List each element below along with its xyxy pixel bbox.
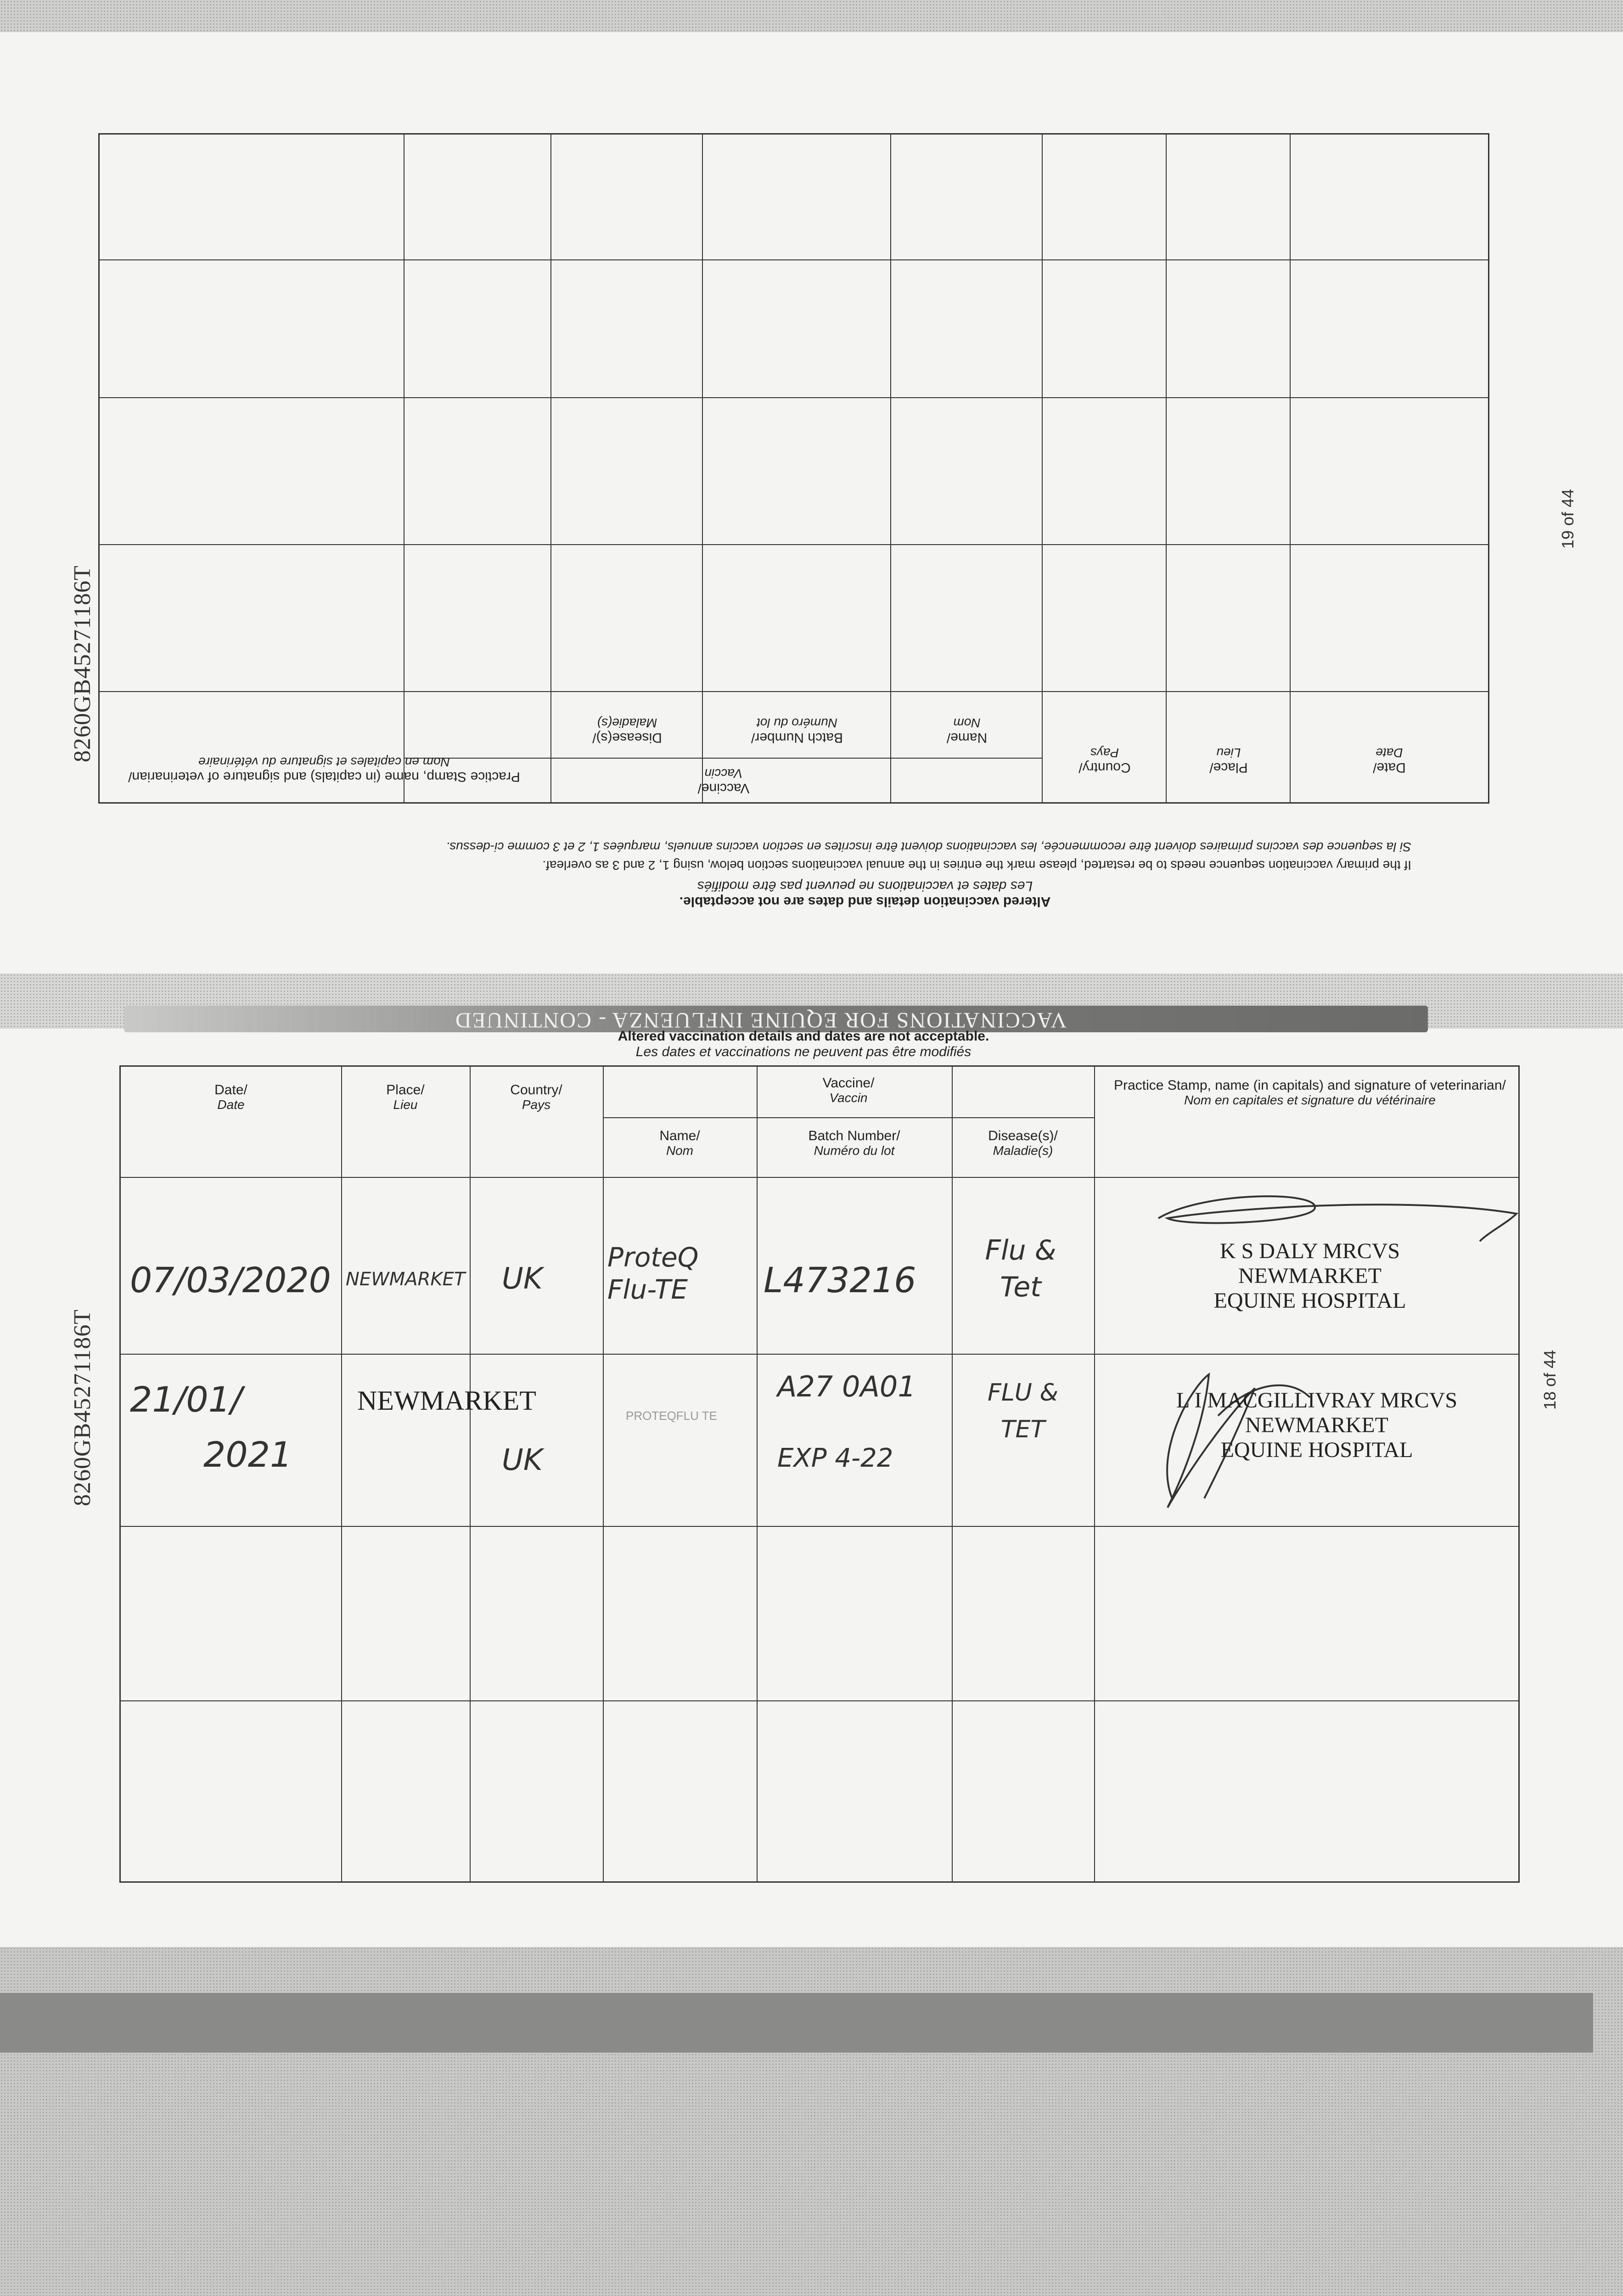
- altered-notice-top-fr: Les dates et vaccinations ne peuvent pas être modifiés: [697, 878, 1033, 894]
- header-date: Date/ Date: [214, 1082, 247, 1112]
- row2-vaccine-name: PROTEQFLU TE: [626, 1409, 717, 1423]
- header-disease-top: Disease(s)/ Maladie(s): [592, 716, 662, 745]
- restart-instruction-fr: Si la sequence des vaccins primaires doivent être recommencée, les vaccinations doivent être inscrites en section vaccins annuels, marquées 1, 2 et 3 comme ci-dessus.: [446, 840, 1411, 854]
- row1-signature: [1131, 1182, 1521, 1246]
- scan-dark-band: [0, 1993, 1593, 2053]
- row1-place: NEWMARKET: [346, 1269, 466, 1290]
- altered-notice-top: [635, 878, 1095, 909]
- document-id-bottom: 8260GB45271186T: [69, 1309, 95, 1506]
- altered-notice-bottom-fr: Les dates et vaccinations ne peuvent pas être modifiés: [635, 1044, 972, 1059]
- row2-country: UK: [502, 1443, 543, 1477]
- row2-batch: A27 0A01: [777, 1370, 916, 1403]
- row1-practice-1: NEWMARKET: [1238, 1264, 1382, 1288]
- page-18: [0, 1008, 1623, 1942]
- page-number-bottom: 18 of 44: [1540, 1350, 1559, 1410]
- altered-notice-top-en: Altered vaccination details and dates are not acceptable.: [679, 894, 1051, 909]
- header-name-top: Name/ Nom: [946, 716, 988, 745]
- altered-notice-bottom-en: Altered vaccination details and dates are not acceptable.: [618, 1029, 989, 1044]
- header-stamp: Practice Stamp, name (in capitals) and signature of veterinarian/ Nom en capitales et signature du vétérinaire: [1114, 1078, 1506, 1107]
- document-id-top: 8260GB45271186T: [69, 565, 95, 762]
- header-batch: Batch Number/ Numéro du lot: [808, 1128, 900, 1158]
- header-disease: Disease(s)/ Maladie(s): [988, 1128, 1058, 1158]
- row1-disease: Flu & Tet: [985, 1234, 1056, 1303]
- restart-instruction-en: If the primary vaccination sequence needs to be restarted, please mark the entries in the annual vaccinations section below, using 1, 2 and 3 as overleaf.: [542, 858, 1411, 872]
- row1-vaccine-name: ProteQ Flu-TE: [607, 1242, 699, 1305]
- row2-practice-2: EQUINE HOSPITAL: [1220, 1438, 1413, 1462]
- page-number-top: 19 of 44: [1558, 489, 1577, 549]
- row2-date-year: 2021: [203, 1434, 292, 1475]
- row1-practice-2: EQUINE HOSPITAL: [1213, 1289, 1406, 1313]
- header-place-top: Place/ Lieu: [1209, 746, 1248, 775]
- row2-place: NEWMARKET: [357, 1385, 536, 1416]
- page-19: [0, 0, 1623, 1024]
- altered-notice-bottom: [574, 1029, 1033, 1060]
- row2-vet-stamp: [1122, 1388, 1512, 1463]
- header-place: Place/ Lieu: [386, 1082, 425, 1112]
- row1-vet-stamp: [1099, 1239, 1521, 1313]
- row1-date: 07/03/2020: [130, 1260, 331, 1300]
- row2-disease: FLU & TET: [987, 1379, 1059, 1443]
- header-vaccine: Vaccine/ Vaccin: [822, 1075, 875, 1105]
- header-stamp-top: Practice Stamp, name (in capitals) and signature of veterinarian/ Nom en capitales et signature du vétérinaire: [128, 755, 520, 784]
- header-country-top: Country/ Pays: [1078, 746, 1131, 775]
- header-batch-top: Batch Number/ Numéro du lot: [751, 716, 843, 745]
- page-19-rotated: [0, 0, 1623, 1024]
- row1-vet-name: K S DALY MRCVS: [1219, 1239, 1400, 1263]
- row1-country: UK: [502, 1262, 543, 1296]
- header-vaccine-top: Vaccine/ Vaccin: [697, 766, 750, 796]
- header-date-top: Date/ Date: [1373, 746, 1406, 775]
- row1-batch: L473216: [764, 1260, 916, 1300]
- section-banner-title: VACCINATIONS FOR EQUINE INFLUENZA - CONTINUED: [455, 1008, 1067, 1032]
- vaccination-table-top: [98, 133, 1489, 804]
- vaccination-table: [119, 1065, 1520, 1883]
- row2-vet-name: L I MACGILLIVRAY MRCVS: [1176, 1388, 1458, 1412]
- header-name: Name/ Nom: [659, 1128, 700, 1158]
- row2-practice-1: NEWMARKET: [1245, 1413, 1388, 1437]
- header-country: Country/ Pays: [510, 1082, 562, 1112]
- row2-batch-expiry: EXP 4-22: [777, 1443, 893, 1473]
- row2-date-day-month: 21/01/: [130, 1379, 242, 1420]
